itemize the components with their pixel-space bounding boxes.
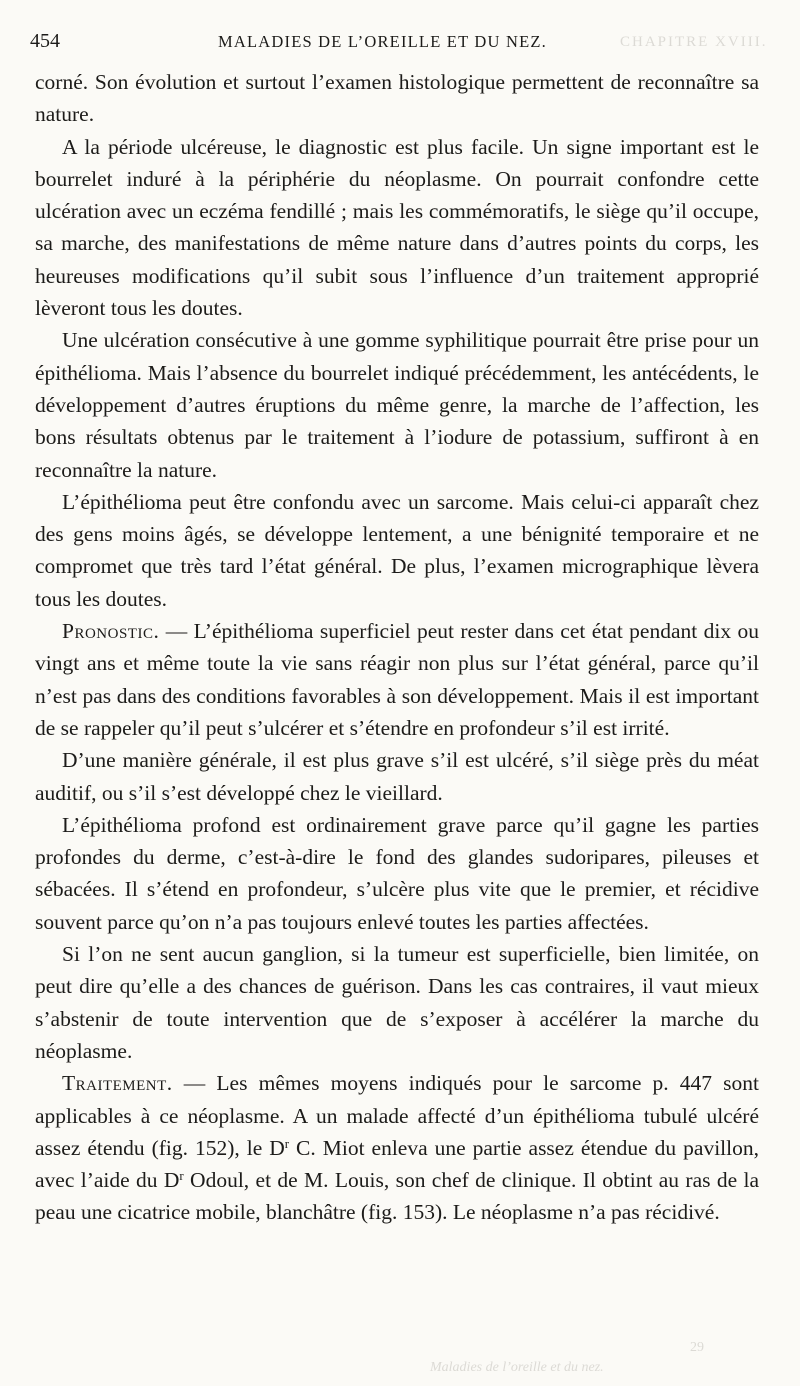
running-head bbox=[30, 30, 760, 56]
superscript: r bbox=[284, 1136, 290, 1151]
paragraph: Une ulcération consécutive à une gomme syphilitique pourrait être prise pour un épithélioma. Mais l’absence du bourrelet indiqué précédemment, les antécédents, le développement d’autres éruptions du même genre, la marche de l’affection, les bons résultats obtenus par le traitement à l’iodure de potassium, suffiront à en reconnaître la nature. bbox=[35, 328, 759, 482]
paragraph-text: Odoul, et de M. Louis, son chef de clinique. Il obtint au ras de la peau une cicatrice mobile, blanchâtre (fig. 153). Le néoplasme n’a pas récidivé. bbox=[35, 1168, 759, 1225]
paragraph: A la période ulcéreuse, le diagnostic est plus facile. Un signe important est le bourrelet induré à la périphérie du néoplasme. On pourrait confondre cette ulcération avec un eczéma fendillé ; mais les commémoratifs, le siège qu’il occupe, sa marche, des manifestations de même nature dans d’autres points du corps, les heureuses modifications qu’il subit sous l’influence d’un traitement approprié lèveront tous les doutes. bbox=[35, 134, 759, 321]
paragraph-text: C. Miot enleva une partie assez étendue du pavillon, avec l’aide du D bbox=[35, 1135, 759, 1193]
bleed-through-text: CHAPITRE XVIII. bbox=[620, 34, 768, 50]
running-title: MALADIES DE L’OREILLE ET DU NEZ. bbox=[218, 32, 547, 51]
section-heading-pronostic: Pronostic. bbox=[62, 619, 160, 644]
paragraph: Si l’on ne sent aucun ganglion, si la tumeur est superficielle, bien limitée, on peut dire qu’elle a des chances de guérison. Dans les cas contraires, il vaut mieux s’abstenir de toute intervention que de s’exposer à accélérer la marche du néoplasme. bbox=[35, 942, 759, 1063]
paragraph-text: — L’épithélioma superficiel peut rester dans cet état pendant dix ou vingt ans et même toute la vie sans réagir non plus sur l’état général, parce qu’il n’est pas dans des conditions favorables à son développement. Mais il est important de se rappeler qu’il peut s’ulcérer et s’étendre en profondeur s’il est irrité. bbox=[35, 619, 759, 740]
body-text bbox=[35, 66, 759, 1229]
paragraph-text: — Les mêmes moyens indiqués pour le sarcome p. 447 sont applicables à ce néoplasme. A un malade affecté d’un épithélioma tubulé ulcéré assez étendu (fig. 152), le D bbox=[35, 1071, 759, 1160]
paragraph-pronostic bbox=[35, 615, 759, 744]
paragraph-traitement bbox=[35, 1067, 759, 1228]
section-heading-traitement: Traitement. bbox=[62, 1071, 173, 1096]
superscript: r bbox=[179, 1169, 184, 1183]
paragraph: L’épithélioma peut être confondu avec un sarcome. Mais celui-ci apparaît chez des gens moins âgés, se développe lentement, a une bénignité temporaire et ne compromet que très tard l’état général. De plus, l’examen micrographique lèvera tous les doutes. bbox=[35, 489, 759, 611]
paragraph: D’une manière générale, il est plus grave s’il est ulcéré, s’il siège près du méat auditif, ou s’il s’est développé chez le vieillard. bbox=[35, 748, 759, 805]
bleed-through-text: Maladies de l’oreille et du nez. bbox=[430, 1360, 604, 1375]
page-number: 454 bbox=[30, 30, 60, 52]
paragraph: corné. Son évolution et surtout l’examen histologique permettent de reconnaître sa nature. bbox=[35, 70, 759, 127]
bleed-through-text: 29 bbox=[690, 1340, 704, 1355]
paragraph: L’épithélioma profond est ordinairement grave parce qu’il gagne les parties profondes du derme, c’est-à-dire le fond des glandes sudoripares, pileuses et sébacées. Il s’étend en profondeur, s’ulcère plus vite que le premier, et récidive souvent parce qu’on n’a pas toujours enlevé toutes les parties affectées. bbox=[35, 812, 759, 934]
